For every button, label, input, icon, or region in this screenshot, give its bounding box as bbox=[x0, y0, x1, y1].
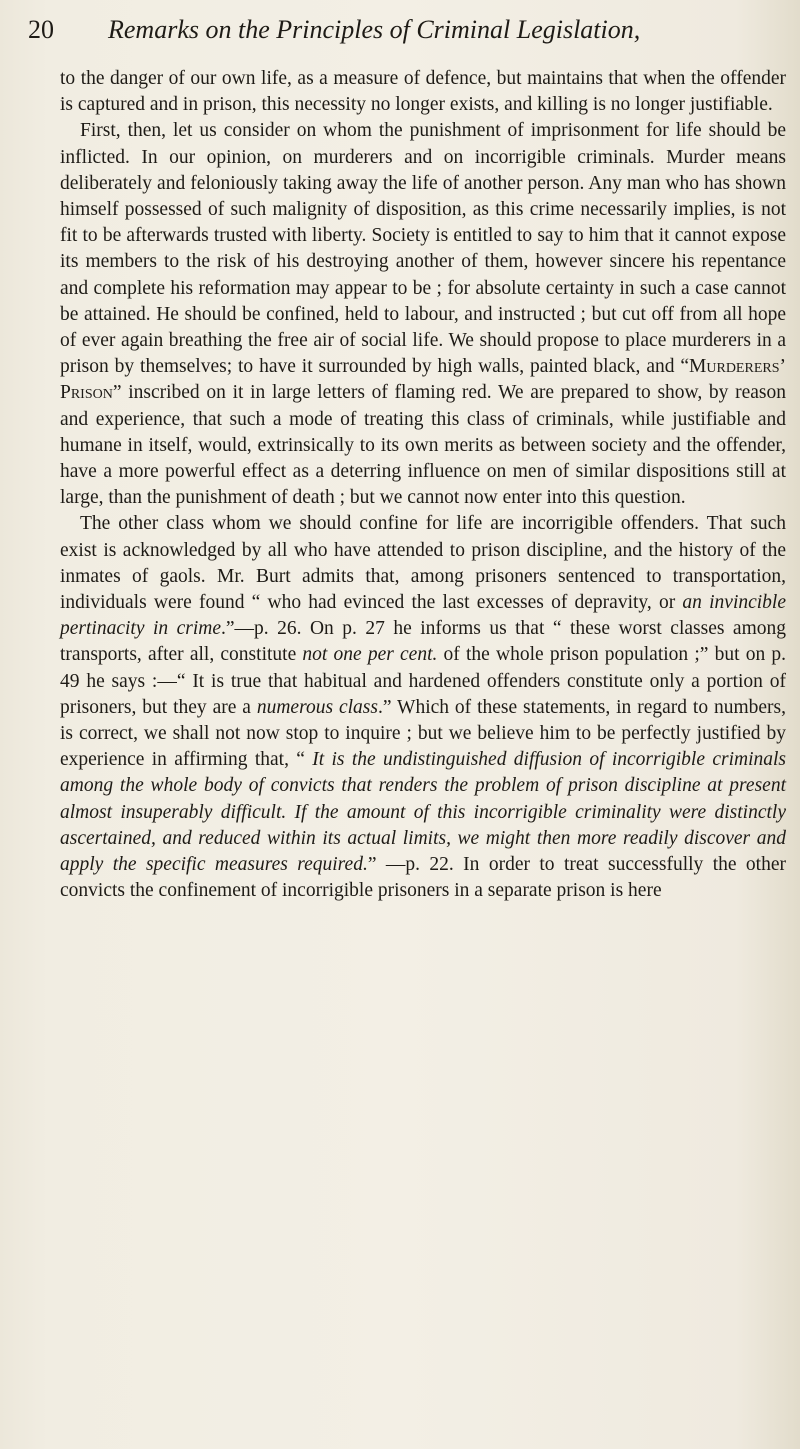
italic-quote-1: an invincible pertinacity in crime bbox=[60, 592, 787, 640]
murderers-prison-smallcaps: Murderers’ Prison bbox=[60, 356, 786, 404]
italic-quote-4: It is the undistinguished diffusion of incorrigible criminals among the whole body of convicts that renders the problem of prison discipline at present almost insuperably difficult. If the amount of this incorrigible criminality were distinctly ascertained, and reduced within its actual limits, we might then more readily discover and apply the specific measures required. bbox=[60, 749, 786, 876]
page-number: 20 bbox=[28, 15, 54, 44]
italic-quote-2: not one per cent. bbox=[302, 644, 438, 666]
paragraph-3 bbox=[60, 511, 786, 904]
paragraph-1 bbox=[60, 66, 786, 118]
body-text bbox=[60, 66, 786, 905]
paragraph-3-text-b: .”—p. 26. On p. 27 he informs us that “ these worst classes among transports, after all, constitute bbox=[60, 618, 786, 666]
paragraph-3-text-d: .” Which of these statements, in regard to numbers, is correct, we shall not now stop to inquire ; but we believe him to be perfectly justified by experience in affirming that, “ bbox=[60, 696, 787, 771]
paragraph-3-text-a: The other class whom we should confine for life are incorrigible offenders. That such exist is acknowledged by all who have attended to prison discipline, and the history of the inmates of gaols. Mr. Burt admits that, among prisoners sentenced to transportation, individuals were found “ who had evinced the last excesses of depravity, or bbox=[60, 513, 786, 614]
italic-quote-3: numerous class bbox=[256, 696, 378, 718]
paragraph-2-text-b: ” inscribed on it in large letters of flaming red. We are prepared to show, by reason and experience, that such a mode of treating this class of criminals, while justifiable and humane in itself, would, extrinsically to its own merits as between society and the offender, have a more powerful effect as a deterring influence on men of similar dispositions still at large, than the punishment of death ; but we cannot now enter into this question. bbox=[60, 382, 786, 509]
paragraph-3-text-e: ” —p. 22. In order to treat successfully the other convicts the confinement of incorrigible prisoners in a separate prison is here bbox=[60, 854, 786, 902]
paragraph-1-text: to the danger of our own life, as a measure of defence, but maintains that when the offender is captured and in prison, this necessity no longer exists, and killing is no longer justifiable. bbox=[60, 68, 786, 116]
paragraph-3-text-c: of the whole prison population ;” but on p. 49 he says :—“ It is true that habitual and hardened offenders constitute only a portion of prisoners, but they are a bbox=[60, 644, 786, 718]
paragraph-2-text-a: First, then, let us consider on whom the punishment of imprisonment for life should be inflicted. In our opinion, on murderers and on incorrigible criminals. Murder means deliberately and feloniously taking away the life of another person. Any man who has shown himself possessed of such malignity of disposition, as this crime necessarily implies, is not fit to be afterwards trusted with liberty. Society is entitled to say to him that it cannot expose its members to the risk of his destroying another of them, however sincere his repentance and complete his reformation may appear to be ; for absolute certainty in such a case cannot be attained. He should be confined, held to labour, and instructed ; but cut off from all hope of ever again breathing the free air of social life. We should propose to place murderers in a prison by themselves; to have it surrounded by high walls, painted black, and “ bbox=[60, 120, 786, 378]
page-header bbox=[28, 12, 768, 48]
paragraph-2 bbox=[60, 118, 786, 511]
running-title: Remarks on the Principles of Criminal Legislation, bbox=[108, 15, 641, 44]
